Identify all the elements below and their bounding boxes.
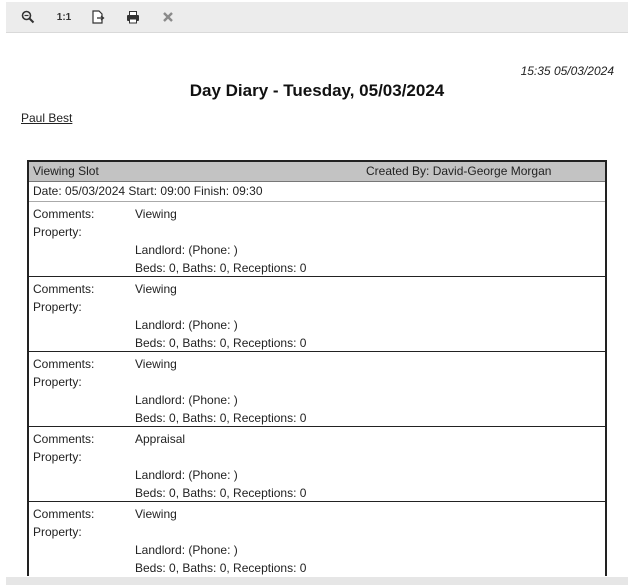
comments-value: Viewing — [135, 207, 177, 221]
landlord-value: Landlord: (Phone: ) — [135, 468, 238, 482]
comments-value: Viewing — [135, 507, 177, 521]
comments-label: Comments: — [33, 282, 95, 296]
comments-label: Comments: — [33, 507, 95, 521]
property-label: Property: — [33, 450, 82, 464]
report-page — [6, 36, 628, 577]
appointment-entry — [29, 277, 605, 352]
print-icon — [126, 10, 140, 24]
rooms-value: Beds: 0, Baths: 0, Receptions: 0 — [135, 486, 307, 500]
comments-value: Appraisal — [135, 432, 186, 446]
viewing-slot — [27, 160, 607, 576]
property-label: Property: — [33, 225, 82, 239]
landlord-value: Landlord: (Phone: ) — [135, 318, 238, 332]
comments-label: Comments: — [33, 357, 95, 371]
landlord-value: Landlord: (Phone: ) — [135, 243, 238, 257]
comments-label: Comments: — [33, 207, 95, 221]
comments-value: Viewing — [135, 357, 177, 371]
close-icon — [162, 11, 174, 23]
property-label: Property: — [33, 375, 82, 389]
close-button[interactable] — [154, 4, 182, 30]
actual-size-button[interactable] — [50, 4, 78, 30]
zoom-out-icon — [21, 10, 35, 24]
appointment-entry — [29, 427, 605, 502]
property-label: Property: — [33, 300, 82, 314]
slot-times: Date: 05/03/2024 Start: 09:00 Finish: 09:30 — [29, 182, 605, 202]
slot-created-by: Created By: David-George Morgan — [366, 164, 552, 178]
report-title: Day Diary - Tuesday, 05/03/2024 — [189, 81, 445, 100]
viewer-toolbar — [6, 2, 628, 33]
property-label: Property: — [33, 525, 82, 539]
person-name: Paul Best — [21, 111, 73, 125]
landlord-value: Landlord: (Phone: ) — [135, 543, 238, 557]
viewer-bottom-edge — [6, 577, 628, 585]
export-document-icon — [91, 10, 105, 24]
zoom-out-button[interactable] — [14, 4, 42, 30]
appointment-entry — [29, 502, 605, 576]
rooms-value: Beds: 0, Baths: 0, Receptions: 0 — [135, 336, 307, 350]
appointment-entry — [29, 352, 605, 427]
export-button[interactable] — [84, 4, 112, 30]
rooms-value: Beds: 0, Baths: 0, Receptions: 0 — [135, 411, 307, 425]
rooms-value: Beds: 0, Baths: 0, Receptions: 0 — [135, 561, 307, 575]
print-button[interactable] — [119, 4, 147, 30]
report-timestamp: 15:35 05/03/2024 — [520, 64, 614, 78]
actual-size-label: 1:1 — [56, 11, 72, 23]
appointment-entry — [29, 202, 605, 277]
rooms-value: Beds: 0, Baths: 0, Receptions: 0 — [135, 261, 307, 275]
slot-name: Viewing Slot — [33, 164, 99, 178]
slot-header — [29, 162, 605, 182]
landlord-value: Landlord: (Phone: ) — [135, 393, 238, 407]
comments-label: Comments: — [33, 432, 95, 446]
comments-value: Viewing — [135, 282, 177, 296]
